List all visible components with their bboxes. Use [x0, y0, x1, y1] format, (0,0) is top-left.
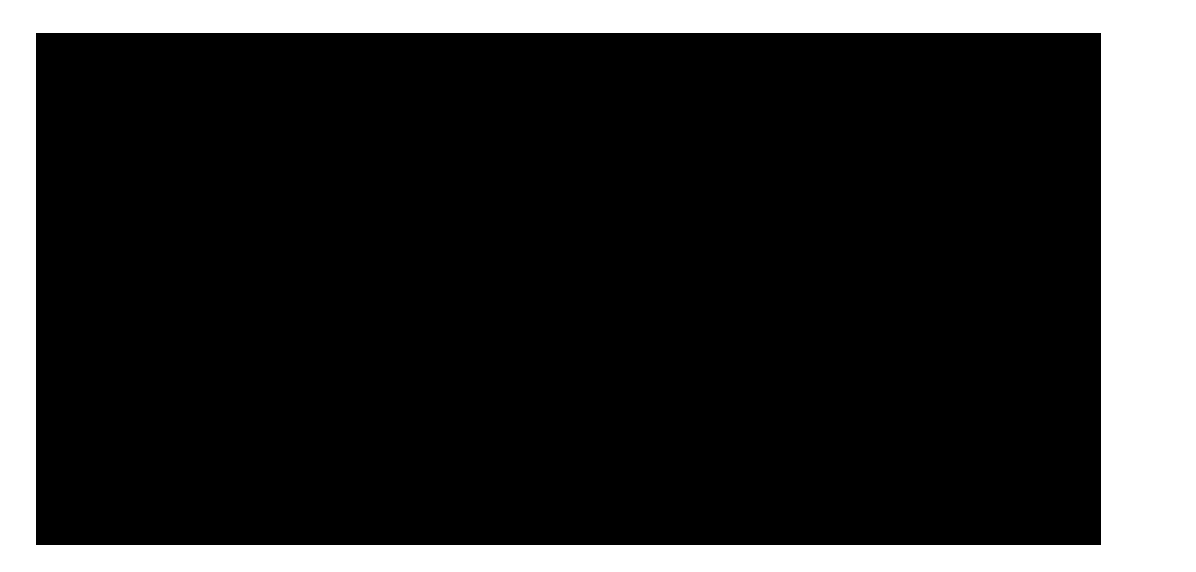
heatmap-grid	[36, 33, 1101, 545]
colorbar	[1107, 33, 1161, 545]
y-axis	[0, 33, 28, 545]
x-axis	[36, 547, 1101, 567]
